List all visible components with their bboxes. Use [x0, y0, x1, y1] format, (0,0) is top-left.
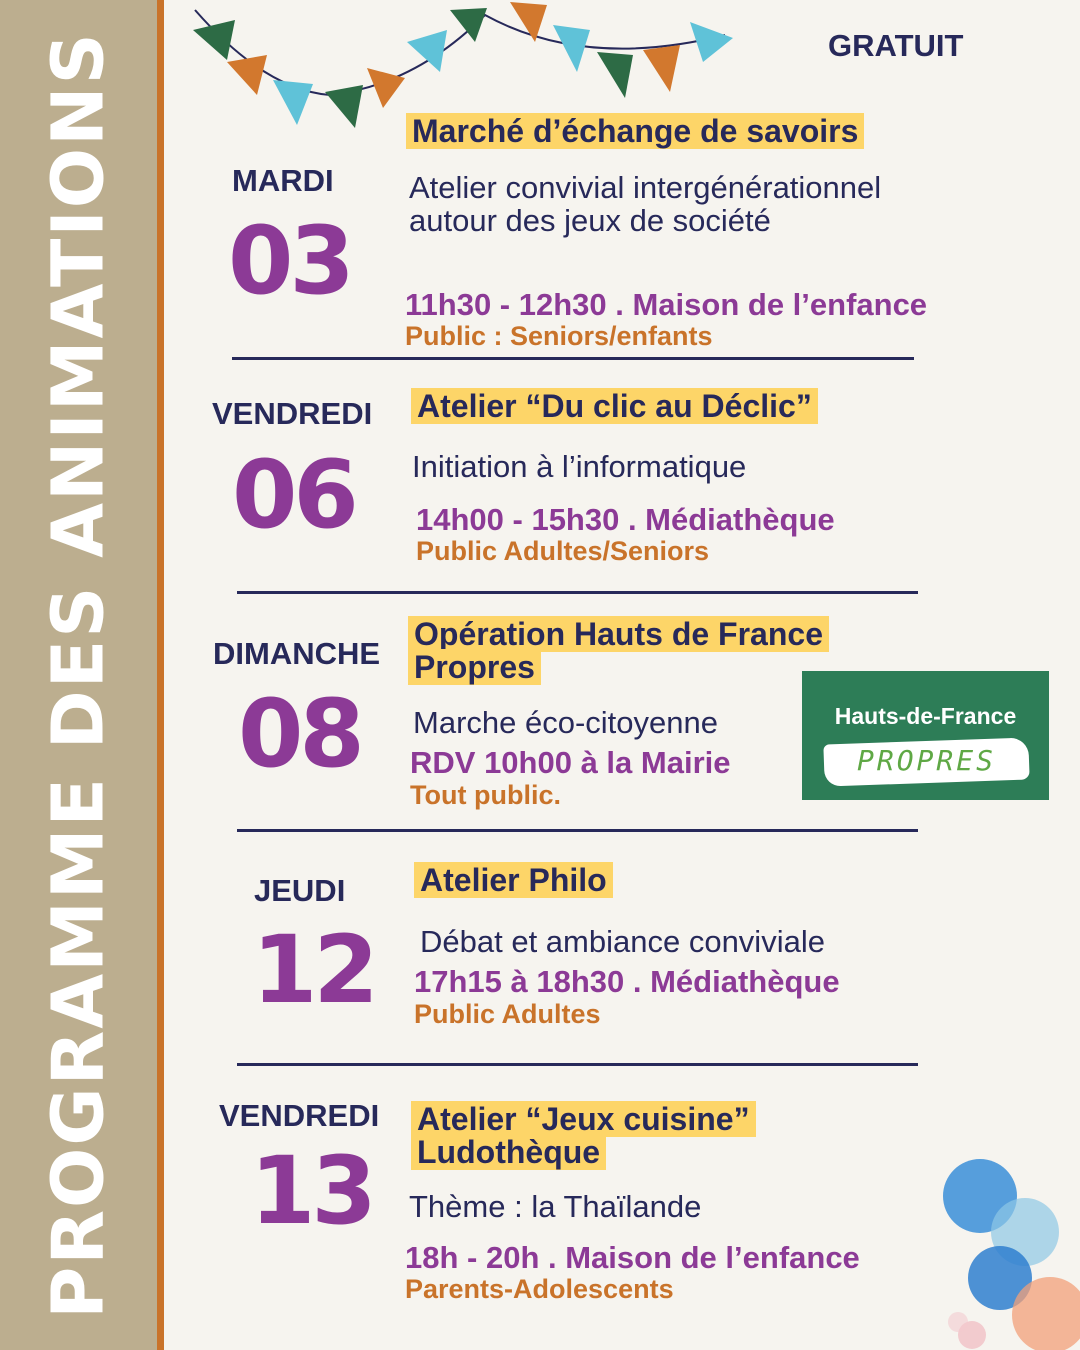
- event-title: [411, 390, 911, 423]
- bunting-flag: [597, 52, 633, 98]
- bunting-flag: [643, 45, 680, 92]
- event-day-name: MARDI: [232, 163, 334, 198]
- bunting-flag: [273, 80, 313, 125]
- event-audience: Parents-Adolescents: [405, 1274, 674, 1304]
- event-title-text: Atelier “Du clic au Déclic”: [411, 388, 818, 424]
- logo-line1: Hauts-de-France: [834, 703, 1017, 729]
- event-title: [411, 1103, 791, 1169]
- event-description: Thème : la Thaïlande: [409, 1189, 702, 1224]
- event-title: [406, 115, 966, 148]
- sidebar-accent-rule: [157, 0, 164, 1350]
- event-day-number: 03: [228, 207, 351, 316]
- event-description: Débat et ambiance conviviale: [420, 924, 825, 959]
- event-day-name: VENDREDI: [219, 1098, 380, 1133]
- section-divider: [232, 357, 914, 360]
- programme-title: PROGRAMME DES ANIMATIONS: [36, 31, 120, 1319]
- event-day-number: 13: [250, 1137, 373, 1246]
- bunting-flag: [407, 30, 447, 72]
- section-divider: [237, 1063, 918, 1066]
- event-time-location: 17h15 à 18h30 . Médiathèque: [414, 964, 840, 999]
- event-day-number: 06: [232, 441, 355, 550]
- event-day-number: 08: [238, 680, 361, 789]
- event-title-text: Opération Hauts de France Propres: [408, 616, 829, 685]
- section-divider: [237, 591, 918, 594]
- bunting-flag: [227, 55, 267, 95]
- section-divider: [237, 829, 918, 832]
- bunting-flag: [325, 85, 363, 128]
- event-time-location: 18h - 20h . Maison de l’enfance: [405, 1240, 860, 1275]
- event-audience: Tout public.: [410, 780, 561, 810]
- event-day-name: VENDREDI: [212, 396, 373, 431]
- hauts-de-france-propres-logo: [802, 671, 1049, 800]
- bubble: [948, 1312, 968, 1332]
- event-title-text: Atelier Philo: [414, 862, 613, 898]
- event-title: [414, 864, 914, 897]
- bunting-flag: [367, 68, 405, 108]
- event-time-location: 14h00 - 15h30 . Médiathèque: [416, 502, 835, 537]
- bunting-flag: [193, 20, 235, 60]
- event-time-location: 11h30 - 12h30 . Maison de l’enfance: [405, 287, 928, 322]
- event-audience: Public : Seniors/enfants: [405, 321, 713, 351]
- event-audience: Public Adultes/Seniors: [416, 536, 710, 566]
- bunting-flag: [553, 25, 590, 72]
- event-time-location: RDV 10h00 à la Mairie: [410, 745, 731, 780]
- event-description: Marche éco-citoyenne: [413, 705, 718, 740]
- event-day-name: DIMANCHE: [213, 636, 381, 671]
- bubbles-decoration: [930, 1150, 1080, 1350]
- event-audience: Public Adultes: [414, 999, 601, 1029]
- event-title-text: Marché d’échange de savoirs: [406, 113, 864, 149]
- bunting-flag: [510, 2, 547, 42]
- event-day-number: 12: [252, 916, 375, 1025]
- event-day-name: JEUDI: [254, 873, 346, 908]
- event-description: Atelier convivial intergénérationnel autour des jeux de société: [409, 170, 882, 238]
- logo-line2: PROPRES: [856, 744, 996, 777]
- event-description: Initiation à l’informatique: [412, 449, 747, 484]
- event-title-text: Atelier “Jeux cuisine” Ludothèque: [411, 1101, 756, 1170]
- bunting-flag: [450, 8, 487, 42]
- free-badge: GRATUIT: [828, 28, 964, 63]
